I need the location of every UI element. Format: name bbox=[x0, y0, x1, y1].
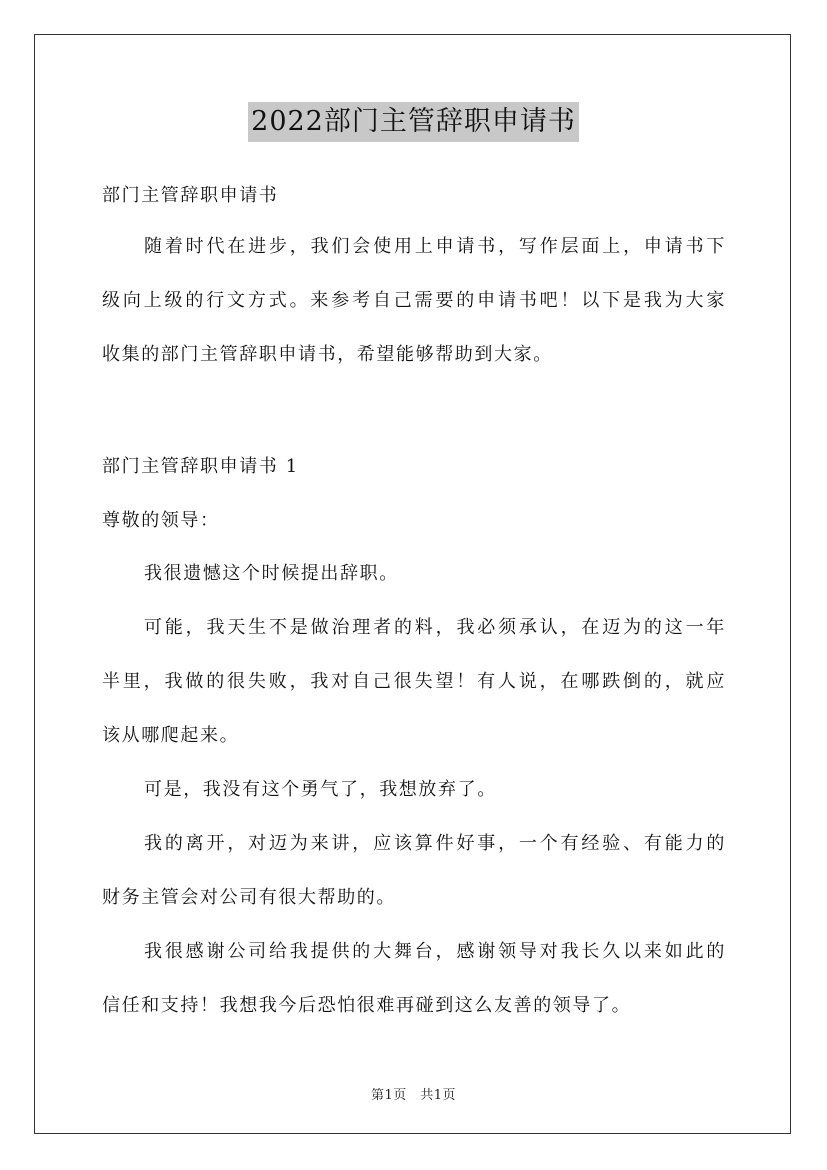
page-footer: 第1页 共1页 bbox=[370, 1088, 457, 1103]
intro-line-1: 随着时代在进步，我们会使用上申请书，写作层面上，申请书下 bbox=[144, 236, 726, 257]
p2-line-2: 半里，我做的很失败，我对自己很失望！有人说，在哪跌倒的，就应 bbox=[102, 671, 726, 692]
paragraph-5 bbox=[102, 938, 726, 1046]
section-heading: 部门主管辞职申请书 1 bbox=[102, 456, 299, 477]
p4-line-2: 财务主管会对公司有很大帮助的。 bbox=[102, 887, 396, 908]
p1-line-1: 我很遗憾这个时候提出辞职。 bbox=[144, 563, 399, 584]
p5-line-2: 信任和支持！我想我今后恐怕很难再碰到这么友善的领导了。 bbox=[102, 995, 632, 1016]
paragraph-2 bbox=[102, 614, 726, 776]
subtitle: 部门主管辞职申请书 bbox=[102, 185, 279, 206]
paragraph-3 bbox=[102, 776, 726, 830]
p3-line-1: 可是，我没有这个勇气了，我想放弃了。 bbox=[144, 779, 497, 800]
intro-paragraph bbox=[102, 233, 726, 395]
p2-line-3: 该从哪爬起来。 bbox=[102, 725, 240, 746]
paragraph-1 bbox=[102, 560, 726, 614]
paragraph-4 bbox=[102, 830, 726, 938]
salutation: 尊敬的领导： bbox=[102, 510, 220, 531]
intro-line-3: 收集的部门主管辞职申请书，希望能够帮助到大家。 bbox=[102, 344, 553, 365]
document-title bbox=[0, 102, 827, 142]
p4-line-1: 我的离开，对迈为来讲，应该算件好事，一个有经验、有能力的 bbox=[144, 833, 726, 854]
p2-line-1: 可能，我天生不是做治理者的料，我必须承认，在迈为的这一年 bbox=[144, 617, 726, 638]
document-title-text: 2022部门主管辞职申请书 bbox=[248, 102, 579, 142]
p5-line-1: 我很感谢公司给我提供的大舞台，感谢领导对我长久以来如此的 bbox=[144, 941, 726, 962]
intro-line-2: 级向上级的行文方式。来参考自己需要的申请书吧！以下是我为大家 bbox=[102, 290, 726, 311]
